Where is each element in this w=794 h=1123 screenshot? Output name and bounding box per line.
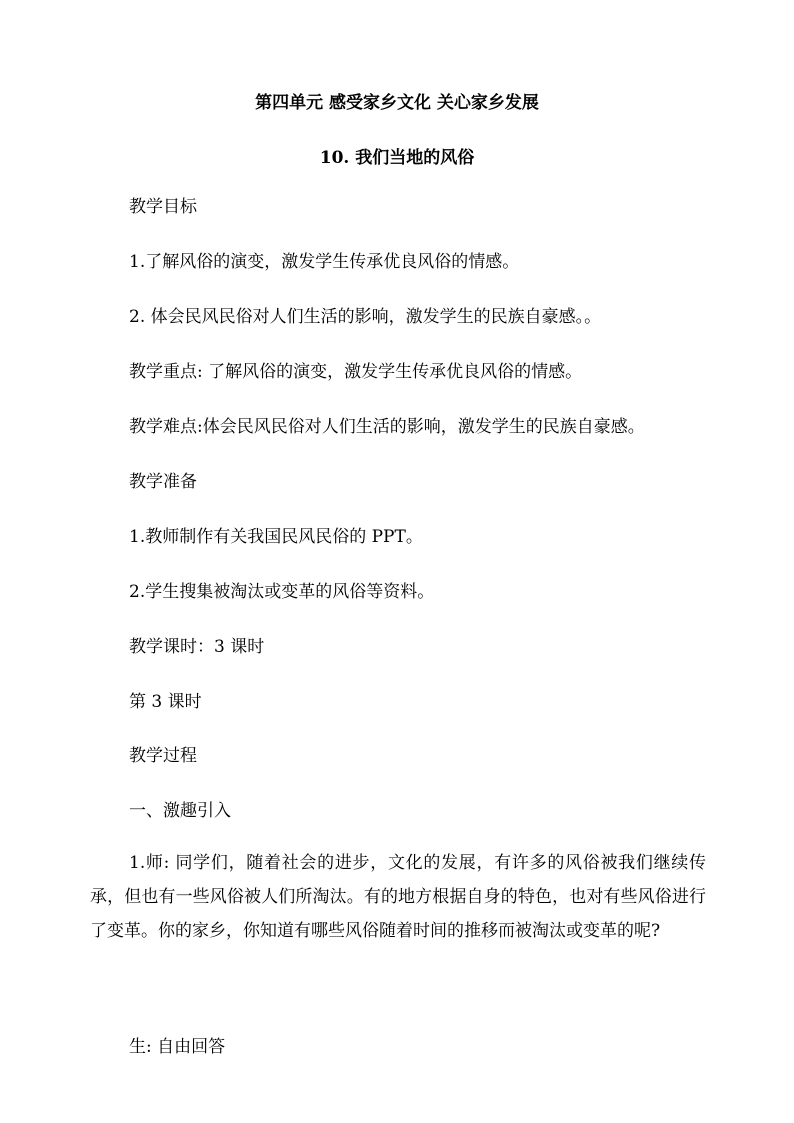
prep-item-1: 1.教师制作有关我国民风民俗的 PPT。 xyxy=(129,527,423,547)
teaching-hours: 教学课时：3 课时 xyxy=(129,637,265,657)
student-answer: 生: 自由回答 xyxy=(129,1037,226,1057)
lesson-title: 10. 我们当地的风俗 xyxy=(319,148,475,168)
objective-2: 2. 体会民风民俗对人们生活的影响，激发学生的民族自豪感。。 xyxy=(129,307,602,327)
intro-paragraph xyxy=(90,846,706,948)
section-1-heading: 一、激趣引入 xyxy=(129,801,231,821)
intro-paragraph-text: 1.师: 同学们，随着社会的进步，文化的发展，有许多的风俗被我们继续传承，但也有一些风俗被人们所淘汰。有的地方根据自身的特色，也对有些风俗进行了变革。你的家乡，你知道有哪些风俗随着时间的推移而被淘汰或变革的呢? xyxy=(90,853,706,941)
prep-item-2: 2.学生搜集被淘汰或变革的风俗等资料。 xyxy=(129,582,435,602)
session-label: 第 3 课时 xyxy=(129,692,202,712)
process-heading: 教学过程 xyxy=(129,746,197,766)
difficulty: 教学难点:体会民风民俗对人们生活的影响，激发学生的民族自豪感。 xyxy=(129,417,645,437)
objective-1: 1.了解风俗的演变，激发学生传承优良风俗的情感。 xyxy=(129,252,520,272)
key-point: 教学重点: 了解风俗的演变，激发学生传承优良风俗的情感。 xyxy=(129,362,583,382)
unit-title: 第四单元 感受家乡文化 关心家乡发展 xyxy=(255,93,539,113)
prep-heading: 教学准备 xyxy=(129,472,197,492)
objectives-heading: 教学目标 xyxy=(129,197,197,217)
